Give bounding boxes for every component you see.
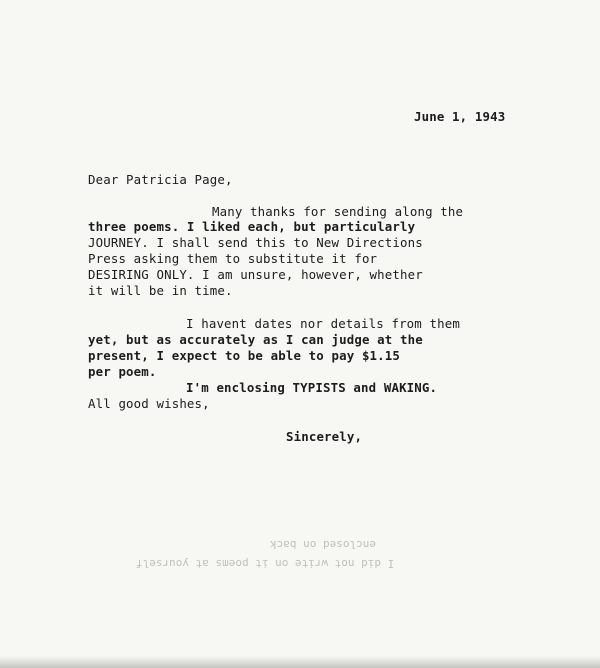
- paragraph-line: I'm enclosing TYPISTS and WAKING.: [186, 380, 438, 395]
- letter-date: June 1, 1943: [414, 109, 506, 124]
- paragraph-line: it will be in time.: [88, 283, 233, 298]
- paragraph-line: yet, but as accurately as I can judge at the: [88, 332, 423, 347]
- letter-salutation: Dear Patricia Page,: [88, 172, 233, 187]
- paragraph-line: Many thanks for sending along the: [212, 204, 464, 219]
- bleed-through-line: I did not write on it poems at yourself: [136, 557, 395, 570]
- paragraph-line: Press asking them to substitute it for: [88, 251, 378, 266]
- bleed-through-line: enclosed on back: [270, 538, 376, 551]
- letter-closing: Sincerely,: [286, 429, 363, 444]
- paragraph-line: three poems. I liked each, but particularly: [88, 219, 416, 234]
- paragraph-line: JOURNEY. I shall send this to New Directions: [88, 235, 423, 250]
- paragraph-line: DESIRING ONLY. I am unsure, however, whether: [88, 267, 423, 282]
- paper-edge-shadow: [0, 656, 600, 668]
- paragraph-line: I havent dates nor details from them: [186, 316, 460, 331]
- paragraph-line: per poem.: [88, 364, 157, 379]
- paragraph-line: present, I expect to be able to pay $1.15: [88, 348, 401, 363]
- paragraph-line: All good wishes,: [88, 396, 210, 411]
